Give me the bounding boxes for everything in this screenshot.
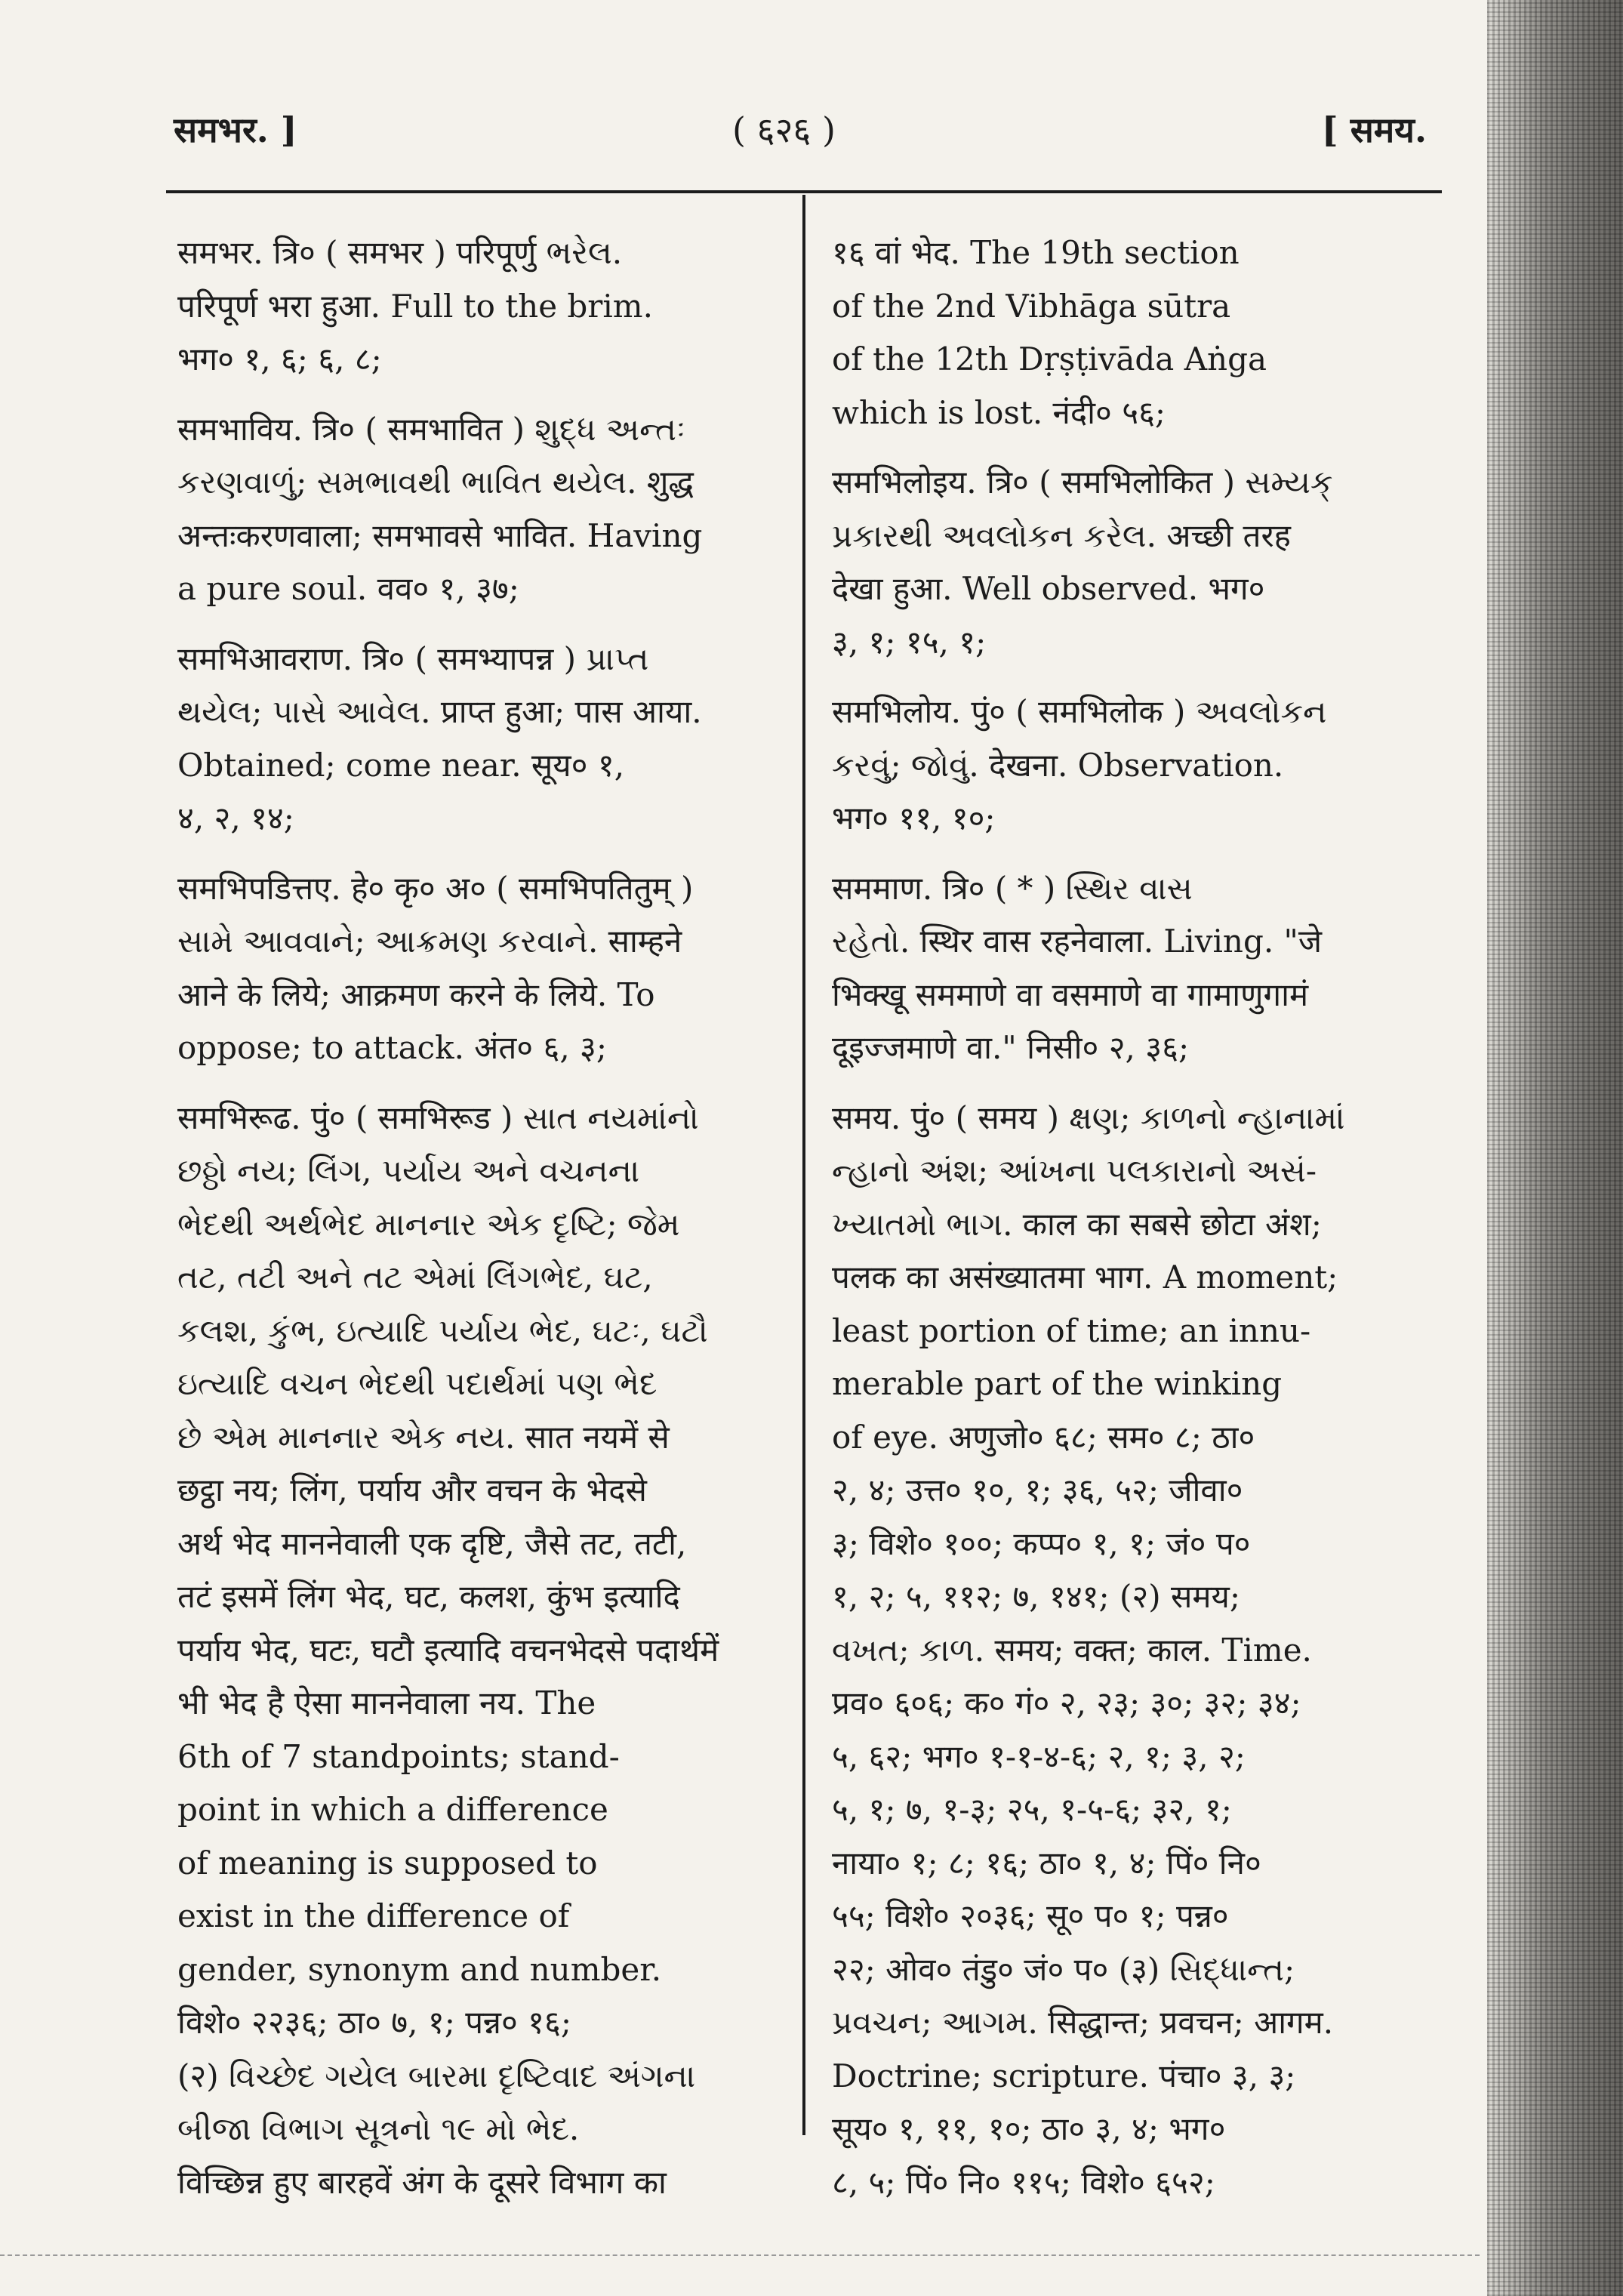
entry-line: 6th of 7 standpoints; stand- (177, 1737, 620, 1775)
running-head (174, 106, 1427, 166)
entry-line: છઠ્ઠો નય; લિંગ, પર્યાય અને વચનના (177, 1152, 640, 1189)
entry-line: exist in the difference of (177, 1897, 570, 1934)
entry-line: नाया० १; ८; १६; ठा० १, ४; पिं० नि० (832, 1844, 1261, 1881)
entry-line: भी भेद है ऐसा माननेवाला नय. The (177, 1684, 596, 1721)
running-head-left: समभर. ] (174, 109, 297, 150)
entry-line: समभर. त्रि० ( समभर ) परिपूर्णु ભરેલ. (177, 234, 623, 271)
entry-line: merable part of the winking (832, 1365, 1283, 1402)
entry-line: छट्ठा नय; लिंग, पर्याय और वचन के भेदसे (177, 1472, 647, 1509)
entry-line: ८, ५; पिं० नि० ११५; विशे० ६५२; (832, 2163, 1215, 2201)
entry-line: पर्याय भेद, घटः, घटौ इत्यादि वचनभेदसे पदार्थमें (177, 1631, 719, 1669)
header-rule (166, 190, 1442, 193)
entry-line: which is lost. नंदी० ५६; (832, 393, 1166, 431)
entry-line: of meaning is supposed to (177, 1844, 598, 1881)
entry-line: કરણવાળું; સમભાવથી ભાવિત થયેલ. शुद्ध (177, 464, 694, 501)
entry-line: ५, ६२; भग० १-१-४-६; २, १; ३, २; (832, 1737, 1246, 1775)
entry-line: રહેતો. स्थिर वास रहनेवाला. Living. "जे (832, 923, 1323, 960)
column-divider (802, 195, 805, 2135)
entry-line: ખ્યાતમો ભાગ. काल का सबसे छोटा अंश; (832, 1205, 1322, 1243)
entry-line: देखा हुआ. Well observed. भग० (832, 570, 1265, 607)
entry-line: पलक का असंख्यातमा भाग. A moment; (832, 1259, 1338, 1296)
entry-line: २२; ओव० तंडु० जं० प० (३) સિદ્ધાન્ત; (832, 1950, 1295, 1988)
dictionary-entry (177, 227, 781, 387)
dictionary-entry (832, 1092, 1436, 2210)
entry-line: ३; विशे० १००; कप्प० १, १; जं० प० (832, 1524, 1251, 1562)
entry-line: કરવું; જોવું. देखना. Observation. (832, 746, 1284, 784)
entry-line: બીજા વિભાગ સૂત્રનો ૧૯ મો ભેદ. (177, 2110, 580, 2147)
entry-line: ન્હાનો અંશ; આંખના પલકારાનો અસં- (832, 1152, 1317, 1189)
entry-line: अर्थ भेद माननेवाली एक दृष्टि, जैसे तट, तटी, (177, 1524, 687, 1562)
entry-line: भिक्खू सममाणे वा वसमाणे वा गामाणुगामं (832, 975, 1309, 1013)
entry-line: થયેલ; પાસે આવેલ. प्राप्त हुआ; पास आया. (177, 693, 702, 730)
dictionary-entry (832, 862, 1436, 1075)
entry-line: સામે આવવાને; આક્રમણ કરવાને. साम्हने (177, 923, 682, 960)
dictionary-entry (177, 403, 781, 616)
entry-line: समभिलोय. पुं० ( समभिलोक ) અવલોકન (832, 693, 1327, 730)
entry-line: (२) વિચ્છેદ ગયેલ બારમા દૃષ્ટિવાદ અંગના (177, 2057, 696, 2094)
entry-line: समभाविय. त्रि० ( समभावित ) શુદ્ધ અન્તઃ (177, 410, 686, 448)
dictionary-entry (177, 633, 781, 846)
entry-line: तटं इसमें लिंग भेद, घट, कलश, कुंभ इत्यादि (177, 1578, 680, 1615)
entry-line: सममाण. त्रि० ( * ) સ્થિર વાસ (832, 869, 1193, 907)
entry-line: પ્રવચન; આગમ. सिद्धान्त; प्रवचन; आगम. (832, 2004, 1334, 2041)
running-head-right: [ समय. (1321, 109, 1427, 150)
entry-line: समभिरूढ. पुं० ( समभिरूड ) સાત નયમાંનો (177, 1099, 699, 1136)
entry-line: ઇત્યાદિ વચન ભેદથી પદાર્થમાં પણ ભેદ (177, 1365, 658, 1402)
dictionary-entry (832, 227, 1436, 439)
dictionary-entry (177, 862, 781, 1075)
entry-line: કલશ, કુંભ, ઇત્યાદિ પર્યાય ભેદ, ઘટઃ, ઘટૌ (177, 1311, 708, 1349)
entry-line: समभिपडित्तए. हे० कृ० अ० ( समभिपतितुम् ) (177, 869, 694, 907)
entry-line: of the 12th Dṛṣṭivāda Aṅga (832, 341, 1267, 378)
entry-line: प्रव० ६०६; क० गं० २, २३; ३०; ३२; ३४; (832, 1684, 1301, 1721)
entry-line: विच्छिन्न हुए बारहवें अंग के दूसरे विभाग का (177, 2163, 667, 2201)
dictionary-entry (832, 686, 1436, 846)
page-number: ( ६२६ ) (732, 109, 836, 150)
dictionary-entry (832, 456, 1436, 669)
right-column (832, 227, 1436, 2226)
entry-line: भग० ११, १०; (832, 800, 996, 837)
dictionary-entry (177, 1092, 781, 2210)
entry-line: Obtained; come near. सूय० १, (177, 746, 625, 784)
footer-rule (0, 2254, 1480, 2256)
entry-line: oppose; to attack. अंत० ६, ३; (177, 1029, 608, 1066)
entry-line: છે એમ માનનાર એક નય. सात नयमें से (177, 1418, 670, 1456)
entry-line: ३, १; १५, १; (832, 623, 987, 661)
entry-line: ५, १; ७, १-३; २५, १-५-६; ३२, १; (832, 1791, 1232, 1828)
entry-line: Doctrine; scripture. पंचा० ३, ३; (832, 2057, 1296, 2094)
entry-line: ५५; विशे० २०३६; सू० प० १; पन्न० (832, 1897, 1229, 1934)
entry-line: अन्तःकरणवाला; समभावसे भावित. Having (177, 516, 703, 554)
entry-line: વખત; કાળ. समय; वक्त; काल. Time. (832, 1631, 1312, 1669)
entry-line: ભેદથી અર્થભેદ માનનાર એક દૃષ્ટિ; જેમ (177, 1205, 680, 1243)
entry-line: ४, २, १४; (177, 800, 294, 837)
entry-line: a pure soul. वव० १, ३७; (177, 570, 519, 607)
entry-line: १, २; ५, ११२; ७, १४१; (२) समय; (832, 1578, 1240, 1615)
entry-line: समय. पुं० ( समय ) ક્ષણ; કાળનો ન્હાનામાં (832, 1099, 1345, 1136)
entry-line: of eye. अणुजो० ६८; सम० ८; ठा० (832, 1418, 1255, 1456)
entry-line: आने के लिये; आक्रमण करने के लिये. To (177, 975, 655, 1013)
entry-line: of the 2nd Vibhāga sūtra (832, 287, 1231, 325)
left-column (177, 227, 781, 2226)
entry-line: भग० १, ६; ६, ८; (177, 341, 382, 378)
entry-line: समभिलोइय. त्रि० ( समभिलोकित ) સમ્યક્ (832, 464, 1333, 501)
entry-line: gender, synonym and number. (177, 1950, 662, 1988)
entry-line: તટ, તટી અને તટ એમાં લિંગભેદ, ઘટ, (177, 1259, 653, 1296)
entry-line: પ્રકારથી અવલોકન કરેલ. अच्छी तरह (832, 516, 1291, 554)
entry-line: समभिआवराण. त्रि० ( समभ्यापन्न ) પ્રાપ્ત (177, 639, 649, 677)
entry-line: दूइज्जमाणे वा." निसी० २, ३६; (832, 1029, 1190, 1066)
entry-line: सूय० १, ११, १०; ठा० ३, ४; भग० (832, 2110, 1226, 2147)
entry-line: विशे० २२३६; ठा० ७, १; पन्न० १६; (177, 2004, 572, 2041)
entry-line: point in which a difference (177, 1791, 608, 1828)
entry-line: परिपूर्ण भरा हुआ. Full to the brim. (177, 287, 653, 325)
entry-line: १६ वां भेद. The 19th section (832, 234, 1240, 271)
page-edge-shadow (1487, 0, 1623, 2296)
entry-line: २, ४; उत्त० १०, १; ३६, ५२; जीवा० (832, 1472, 1243, 1509)
entry-line: least portion of time; an innu- (832, 1311, 1311, 1349)
